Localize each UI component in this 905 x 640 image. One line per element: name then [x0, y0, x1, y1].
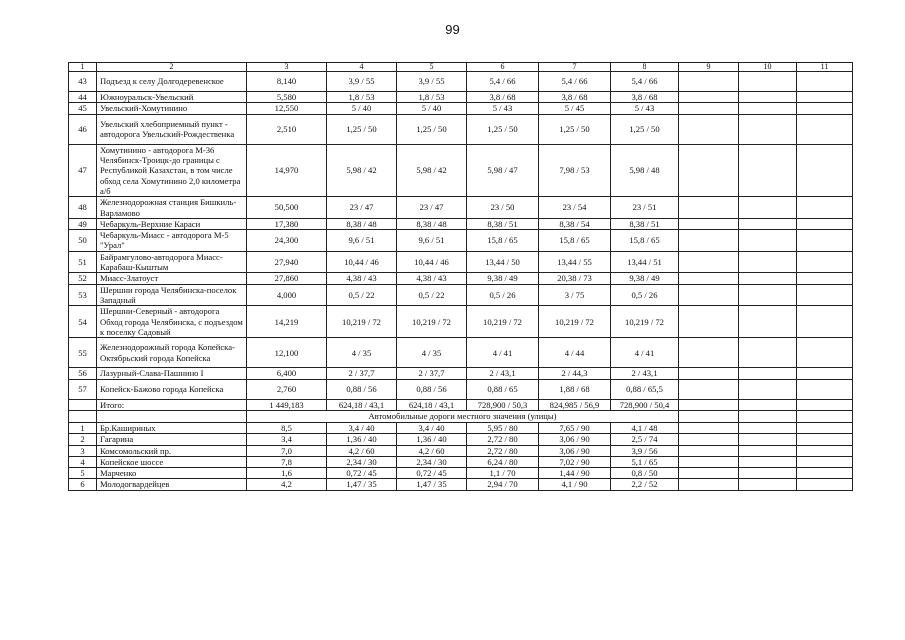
road-name: Молодогвардейцев — [97, 479, 247, 490]
value-col-5: 3,4 / 40 — [397, 422, 467, 433]
road-name: Чебаркуль-Миасс - автодорога М-5 "Урал" — [97, 230, 247, 252]
empty-name — [97, 410, 247, 422]
road-length: 4,000 — [247, 284, 327, 306]
table-row — [69, 103, 853, 114]
value-col-8: 0,5 / 26 — [611, 284, 679, 306]
value-col-6: 10,219 / 72 — [467, 306, 539, 338]
row-number: 55 — [69, 338, 97, 368]
road-length: 2,510 — [247, 114, 327, 144]
road-length: 8,5 — [247, 422, 327, 433]
road-name: Байрамгулово-автодорога Миасс-Карабаш-Кыштым — [97, 251, 247, 273]
empty-col-9 — [679, 284, 739, 306]
column-number: 4 — [327, 63, 397, 72]
value-col-4: 10,44 / 46 — [327, 251, 397, 273]
road-name: Шершни города Челябинска-поселок Западный — [97, 284, 247, 306]
empty-col-10 — [739, 306, 797, 338]
empty-col-10 — [739, 456, 797, 467]
value-col-8: 3,8 / 68 — [611, 92, 679, 103]
value-col-8: 2,5 / 74 — [611, 434, 679, 445]
empty-col-10 — [739, 410, 797, 422]
value-col-8: 5,98 / 48 — [611, 144, 679, 197]
table-body — [69, 63, 853, 491]
empty-col-11 — [797, 479, 853, 490]
road-length: 1,6 — [247, 468, 327, 479]
value-col-6: 3,8 / 68 — [467, 92, 539, 103]
empty-col-10 — [739, 144, 797, 197]
value-col-6: 2,94 / 70 — [467, 479, 539, 490]
empty-col-11 — [797, 468, 853, 479]
column-number: 5 — [397, 63, 467, 72]
empty-col-11 — [797, 410, 853, 422]
table-row — [69, 368, 853, 379]
road-length: 2,760 — [247, 379, 327, 399]
road-length: 27,860 — [247, 273, 327, 284]
road-length: 12,100 — [247, 338, 327, 368]
value-col-5: 10,219 / 72 — [397, 306, 467, 338]
row-number: 56 — [69, 368, 97, 379]
empty-col-10 — [739, 422, 797, 433]
road-name: Шершни-Северный - автодорога Обход города Челябинска, с подъездом к поселку Садовый — [97, 306, 247, 338]
empty-col-11 — [797, 434, 853, 445]
road-length: 4,2 — [247, 479, 327, 490]
empty-col-10 — [739, 399, 797, 410]
value-col-7: 2 / 44,3 — [539, 368, 611, 379]
value-col-6: 5,98 / 47 — [467, 144, 539, 197]
value-col-4: 23 / 47 — [327, 197, 397, 219]
value-col-5: 2,34 / 30 — [397, 456, 467, 467]
value-col-7: 13,44 / 55 — [539, 251, 611, 273]
empty-col-9 — [679, 445, 739, 456]
road-name: Марченко — [97, 468, 247, 479]
empty-col-10 — [739, 273, 797, 284]
value-col-6: 4 / 41 — [467, 338, 539, 368]
row-number: 6 — [69, 479, 97, 490]
empty-col-9 — [679, 338, 739, 368]
empty-col-10 — [739, 92, 797, 103]
road-name: Южноуральск-Увельский — [97, 92, 247, 103]
row-number: 44 — [69, 92, 97, 103]
empty-col-9 — [679, 218, 739, 229]
empty-col-10 — [739, 103, 797, 114]
table-row — [69, 273, 853, 284]
row-number: 5 — [69, 468, 97, 479]
value-col-7: 1,44 / 90 — [539, 468, 611, 479]
empty-col-11 — [797, 422, 853, 433]
row-number: 57 — [69, 379, 97, 399]
table-row — [69, 468, 853, 479]
value-col-8: 5,4 / 66 — [611, 72, 679, 92]
empty-col-9 — [679, 72, 739, 92]
empty-col-9 — [679, 92, 739, 103]
table-row — [69, 306, 853, 338]
road-length: 12,550 — [247, 103, 327, 114]
empty-col-9 — [679, 410, 739, 422]
value-col-8: 2 / 43,1 — [611, 368, 679, 379]
value-col-6: 9,38 / 49 — [467, 273, 539, 284]
value-col-5: 0,72 / 45 — [397, 468, 467, 479]
empty-col-9 — [679, 306, 739, 338]
table-row — [69, 434, 853, 445]
table-row — [69, 218, 853, 229]
total-label: Итого: — [97, 399, 247, 410]
value-col-7: 3 / 75 — [539, 284, 611, 306]
value-col-5: 23 / 47 — [397, 197, 467, 219]
value-col-5: 2 / 37,7 — [397, 368, 467, 379]
empty-col-11 — [797, 338, 853, 368]
roads-table — [68, 62, 853, 491]
empty-col-10 — [739, 445, 797, 456]
empty-col-11 — [797, 92, 853, 103]
row-number: 2 — [69, 434, 97, 445]
value-col-8: 4,1 / 48 — [611, 422, 679, 433]
column-number: 8 — [611, 63, 679, 72]
column-number: 7 — [539, 63, 611, 72]
road-name: Миасс-Златоуст — [97, 273, 247, 284]
section-header-row — [69, 410, 853, 422]
value-col-4: 4 / 35 — [327, 338, 397, 368]
empty-col-10 — [739, 479, 797, 490]
value-col-5: 10,44 / 46 — [397, 251, 467, 273]
value-col-5: 5 / 40 — [397, 103, 467, 114]
row-number: 47 — [69, 144, 97, 197]
total-col-4: 624,18 / 43,1 — [327, 399, 397, 410]
value-col-6: 23 / 50 — [467, 197, 539, 219]
value-col-8: 5 / 43 — [611, 103, 679, 114]
value-col-5: 8,38 / 48 — [397, 218, 467, 229]
value-col-6: 6,24 / 80 — [467, 456, 539, 467]
value-col-7: 1,25 / 50 — [539, 114, 611, 144]
table-row — [69, 379, 853, 399]
row-number: 49 — [69, 218, 97, 229]
value-col-7: 7,65 / 90 — [539, 422, 611, 433]
value-col-5: 4,2 / 60 — [397, 445, 467, 456]
value-col-5: 3,9 / 55 — [397, 72, 467, 92]
road-length: 24,300 — [247, 230, 327, 252]
value-col-5: 1,25 / 50 — [397, 114, 467, 144]
empty-col-10 — [739, 218, 797, 229]
road-name: Хомутинино - автодорога М-36 Челябинск-Троицк-до границы с Республикой Казахстан, в том числе обход села Хомутинино 2,0 километра а/б — [97, 144, 247, 197]
value-col-4: 0,72 / 45 — [327, 468, 397, 479]
road-name: Увельский хлебоприемный пункт - автодорога Увельский-Рождественка — [97, 114, 247, 144]
road-length: 7,8 — [247, 456, 327, 467]
empty-col-10 — [739, 114, 797, 144]
value-col-8: 10,219 / 72 — [611, 306, 679, 338]
empty-col-9 — [679, 368, 739, 379]
value-col-8: 9,38 / 49 — [611, 273, 679, 284]
value-col-7: 3,8 / 68 — [539, 92, 611, 103]
empty-col-11 — [797, 399, 853, 410]
value-col-4: 10,219 / 72 — [327, 306, 397, 338]
row-number: 52 — [69, 273, 97, 284]
table-row — [69, 230, 853, 252]
value-col-7: 20,38 / 73 — [539, 273, 611, 284]
value-col-4: 3,9 / 55 — [327, 72, 397, 92]
empty-col-10 — [739, 197, 797, 219]
value-col-5: 4 / 35 — [397, 338, 467, 368]
row-number: 3 — [69, 445, 97, 456]
road-length: 5,580 — [247, 92, 327, 103]
section-title: Автомобильные дороги местного значения (улицы) — [247, 410, 679, 422]
table-row — [69, 284, 853, 306]
table-row — [69, 251, 853, 273]
value-col-6: 2,72 / 80 — [467, 445, 539, 456]
empty-col-10 — [739, 379, 797, 399]
total-col-6: 728,900 / 50,3 — [467, 399, 539, 410]
value-col-8: 5,1 / 65 — [611, 456, 679, 467]
total-length: 1 449,183 — [247, 399, 327, 410]
empty-col-11 — [797, 230, 853, 252]
table-row — [69, 456, 853, 467]
value-col-8: 1,25 / 50 — [611, 114, 679, 144]
road-length: 6,400 — [247, 368, 327, 379]
empty-col-9 — [679, 251, 739, 273]
value-col-7: 7,02 / 90 — [539, 456, 611, 467]
empty-col-10 — [739, 251, 797, 273]
value-col-4: 2 / 37,7 — [327, 368, 397, 379]
value-col-6: 0,5 / 26 — [467, 284, 539, 306]
column-number: 3 — [247, 63, 327, 72]
empty-col-10 — [739, 338, 797, 368]
empty-col-9 — [679, 103, 739, 114]
column-number: 11 — [797, 63, 853, 72]
road-name: Гагарина — [97, 434, 247, 445]
empty-col-10 — [739, 368, 797, 379]
empty-col-10 — [739, 72, 797, 92]
empty-col-11 — [797, 379, 853, 399]
value-col-4: 5,98 / 42 — [327, 144, 397, 197]
road-length: 3,4 — [247, 434, 327, 445]
empty-col-9 — [679, 479, 739, 490]
value-col-6: 2,72 / 80 — [467, 434, 539, 445]
value-col-4: 4,2 / 60 — [327, 445, 397, 456]
empty-col-9 — [679, 434, 739, 445]
row-number: 4 — [69, 456, 97, 467]
value-col-4: 0,88 / 56 — [327, 379, 397, 399]
empty-col-9 — [679, 144, 739, 197]
total-col-7: 824,985 / 56,9 — [539, 399, 611, 410]
row-number: 50 — [69, 230, 97, 252]
value-col-8: 8,38 / 51 — [611, 218, 679, 229]
value-col-6: 0,88 / 65 — [467, 379, 539, 399]
empty-col-11 — [797, 144, 853, 197]
row-number: 53 — [69, 284, 97, 306]
value-col-4: 4,38 / 43 — [327, 273, 397, 284]
road-name: Бр.Кашириных — [97, 422, 247, 433]
value-col-7: 15,8 / 65 — [539, 230, 611, 252]
page-number: 99 — [445, 22, 460, 37]
value-col-5: 0,5 / 22 — [397, 284, 467, 306]
table-row — [69, 144, 853, 197]
value-col-7: 5,4 / 66 — [539, 72, 611, 92]
value-col-7: 3,06 / 90 — [539, 434, 611, 445]
road-name: Подъезд к селу Долгодеревенское — [97, 72, 247, 92]
value-col-5: 1,47 / 35 — [397, 479, 467, 490]
total-row — [69, 399, 853, 410]
value-col-4: 1,25 / 50 — [327, 114, 397, 144]
value-col-8: 0,8 / 50 — [611, 468, 679, 479]
road-name: Чебаркуль-Верхние Караси — [97, 218, 247, 229]
value-col-8: 15,8 / 65 — [611, 230, 679, 252]
value-col-4: 1,47 / 35 — [327, 479, 397, 490]
row-number: 48 — [69, 197, 97, 219]
value-col-6: 8,38 / 51 — [467, 218, 539, 229]
road-length: 14,970 — [247, 144, 327, 197]
value-col-6: 2 / 43,1 — [467, 368, 539, 379]
value-col-6: 5 / 43 — [467, 103, 539, 114]
value-col-8: 0,88 / 65,5 — [611, 379, 679, 399]
column-number: 6 — [467, 63, 539, 72]
total-col-8: 728,900 / 50,4 — [611, 399, 679, 410]
value-col-4: 2,34 / 30 — [327, 456, 397, 467]
value-col-6: 1,1 / 70 — [467, 468, 539, 479]
empty-col-11 — [797, 218, 853, 229]
empty-col-11 — [797, 306, 853, 338]
value-col-4: 9,6 / 51 — [327, 230, 397, 252]
value-col-7: 23 / 54 — [539, 197, 611, 219]
empty-col-10 — [739, 468, 797, 479]
empty-col-9 — [679, 456, 739, 467]
column-number: 9 — [679, 63, 739, 72]
road-name: Комсомольский пр. — [97, 445, 247, 456]
value-col-8: 2,2 / 52 — [611, 479, 679, 490]
value-col-7: 1,88 / 68 — [539, 379, 611, 399]
value-col-5: 9,6 / 51 — [397, 230, 467, 252]
row-number: 54 — [69, 306, 97, 338]
empty-col-9 — [679, 230, 739, 252]
road-length: 50,500 — [247, 197, 327, 219]
empty-col-9 — [679, 379, 739, 399]
road-name: Железнодорожный города Копейска-Октябрьский города Копейска — [97, 338, 247, 368]
empty-col-9 — [679, 273, 739, 284]
column-number: 10 — [739, 63, 797, 72]
value-col-6: 15,8 / 65 — [467, 230, 539, 252]
column-number: 1 — [69, 63, 97, 72]
empty-col-9 — [679, 468, 739, 479]
table-row — [69, 197, 853, 219]
value-col-7: 4 / 44 — [539, 338, 611, 368]
road-length: 14,219 — [247, 306, 327, 338]
value-col-4: 1,36 / 40 — [327, 434, 397, 445]
table-row — [69, 114, 853, 144]
table-row — [69, 479, 853, 490]
empty-col-9 — [679, 197, 739, 219]
value-col-4: 8,38 / 48 — [327, 218, 397, 229]
value-col-6: 1,25 / 50 — [467, 114, 539, 144]
empty-col-11 — [797, 72, 853, 92]
road-length: 7,0 — [247, 445, 327, 456]
empty-col-10 — [739, 434, 797, 445]
value-col-4: 5 / 40 — [327, 103, 397, 114]
empty-col-11 — [797, 114, 853, 144]
row-number: 45 — [69, 103, 97, 114]
value-col-4: 1,8 / 53 — [327, 92, 397, 103]
road-name: Копейское шоссе — [97, 456, 247, 467]
empty-col-9 — [679, 422, 739, 433]
empty-col-11 — [797, 251, 853, 273]
value-col-5: 0,88 / 56 — [397, 379, 467, 399]
road-name: Копейск-Бажово города Копейска — [97, 379, 247, 399]
road-name: Железнодорожная станция Бишкиль-Варламово — [97, 197, 247, 219]
value-col-8: 23 / 51 — [611, 197, 679, 219]
value-col-8: 13,44 / 51 — [611, 251, 679, 273]
road-length: 17,380 — [247, 218, 327, 229]
value-col-7: 5 / 45 — [539, 103, 611, 114]
total-col-5: 624,18 / 43,1 — [397, 399, 467, 410]
value-col-5: 5,98 / 42 — [397, 144, 467, 197]
value-col-8: 4 / 41 — [611, 338, 679, 368]
row-number: 43 — [69, 72, 97, 92]
table-row — [69, 422, 853, 433]
value-col-4: 3,4 / 40 — [327, 422, 397, 433]
empty-col-11 — [797, 284, 853, 306]
table-row — [69, 338, 853, 368]
value-col-6: 13,44 / 50 — [467, 251, 539, 273]
empty-col-9 — [679, 399, 739, 410]
empty-col-10 — [739, 230, 797, 252]
row-number: 51 — [69, 251, 97, 273]
column-number: 2 — [97, 63, 247, 72]
value-col-5: 4,38 / 43 — [397, 273, 467, 284]
value-col-6: 5,4 / 66 — [467, 72, 539, 92]
value-col-8: 3,9 / 56 — [611, 445, 679, 456]
table-row — [69, 92, 853, 103]
row-number — [69, 399, 97, 410]
row-number: 46 — [69, 114, 97, 144]
value-col-5: 1,36 / 40 — [397, 434, 467, 445]
table-row — [69, 72, 853, 92]
table-row — [69, 445, 853, 456]
road-length: 27,940 — [247, 251, 327, 273]
empty-col-11 — [797, 445, 853, 456]
road-name: Увельский-Хомутинино — [97, 103, 247, 114]
empty-col-11 — [797, 103, 853, 114]
empty-col-11 — [797, 197, 853, 219]
road-length: 8,140 — [247, 72, 327, 92]
road-name: Лазурный-Слава-Пашнино I — [97, 368, 247, 379]
empty-col-11 — [797, 368, 853, 379]
empty-col-9 — [679, 114, 739, 144]
column-number-row — [69, 63, 853, 72]
row-number — [69, 410, 97, 422]
empty-col-11 — [797, 273, 853, 284]
row-number: 1 — [69, 422, 97, 433]
value-col-4: 0,5 / 22 — [327, 284, 397, 306]
value-col-7: 3,06 / 90 — [539, 445, 611, 456]
empty-col-11 — [797, 456, 853, 467]
empty-col-10 — [739, 284, 797, 306]
value-col-7: 7,98 / 53 — [539, 144, 611, 197]
value-col-5: 1,8 / 53 — [397, 92, 467, 103]
value-col-7: 4,1 / 90 — [539, 479, 611, 490]
value-col-7: 10,219 / 72 — [539, 306, 611, 338]
value-col-6: 5,95 / 80 — [467, 422, 539, 433]
value-col-7: 8,38 / 54 — [539, 218, 611, 229]
